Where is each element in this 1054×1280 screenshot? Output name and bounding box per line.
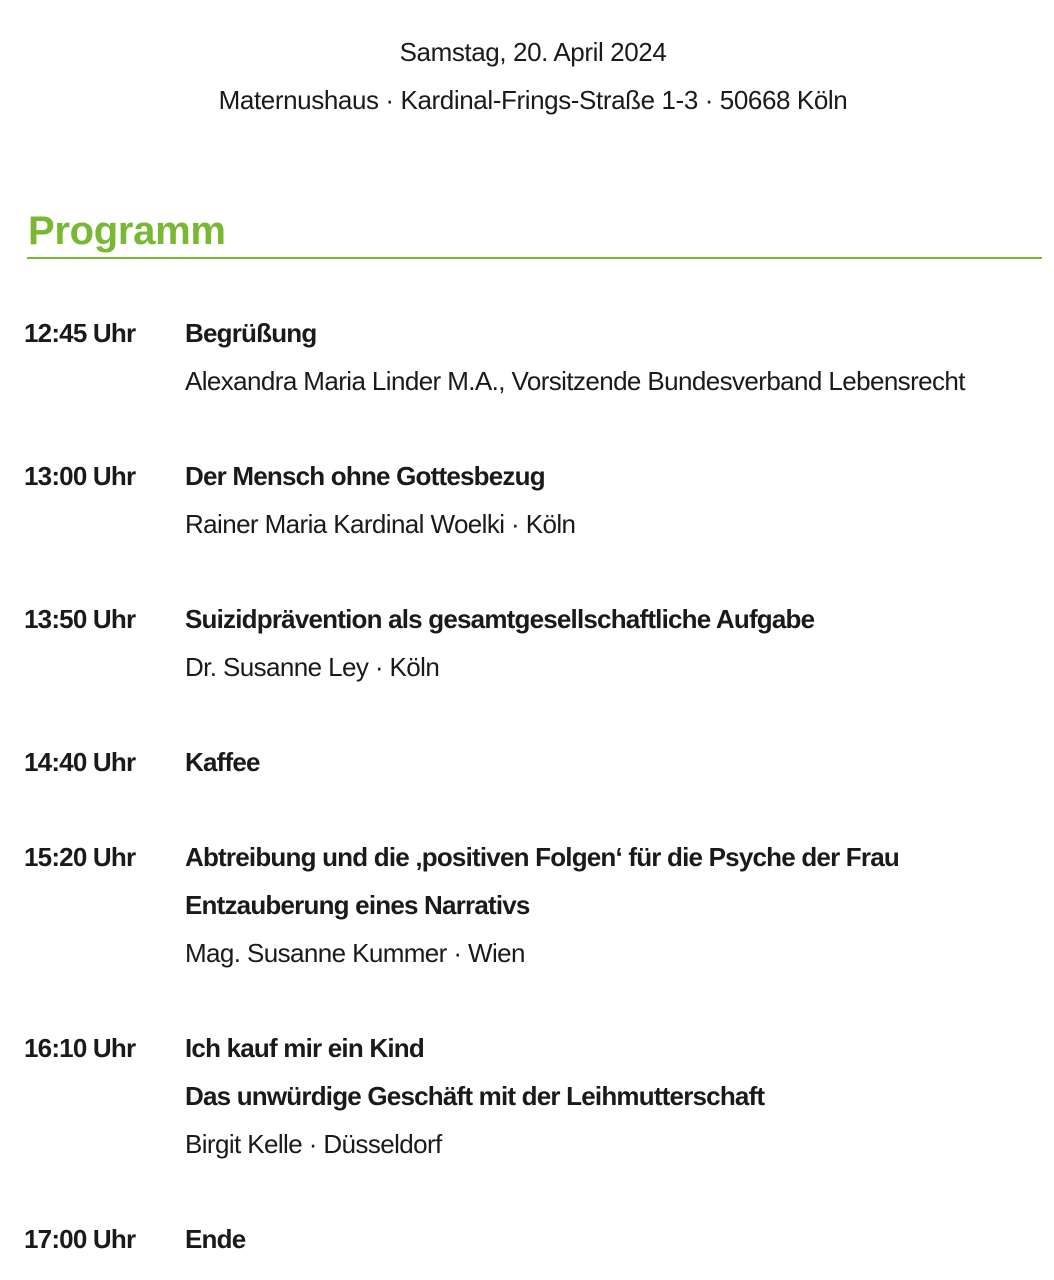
schedule-item <box>0 1024 1054 1168</box>
schedule-list <box>0 309 1054 1263</box>
schedule-time: 14:40 Uhr <box>24 747 136 777</box>
schedule-title: Der Mensch ohne Gottesbezug <box>185 461 545 491</box>
event-date: Samstag, 20. April 2024 <box>399 37 667 67</box>
schedule-speaker: Rainer Maria Kardinal Woelki · Köln <box>185 509 576 539</box>
schedule-time: 17:00 Uhr <box>24 1224 136 1254</box>
schedule-item <box>0 1215 1054 1263</box>
schedule-title: Suizidprävention als gesamtgesellschaftliche Aufgabe <box>185 604 815 634</box>
schedule-item <box>0 833 1054 977</box>
schedule-item <box>0 452 1054 548</box>
schedule-details <box>185 595 1054 691</box>
schedule-details <box>185 1215 1054 1263</box>
schedule-item <box>0 738 1054 786</box>
schedule-details <box>185 738 1054 786</box>
schedule-details <box>185 833 1054 977</box>
schedule-speaker: Birgit Kelle · Düsseldorf <box>185 1129 442 1159</box>
schedule-title: Begrüßung <box>185 318 317 348</box>
schedule-item <box>0 309 1054 405</box>
schedule-details <box>185 452 1054 548</box>
schedule-title: Ich kauf mir ein Kind <box>185 1033 424 1063</box>
event-venue: Maternushaus · Kardinal-Frings-Straße 1-3 · 50668 Köln <box>218 85 848 115</box>
schedule-item <box>0 595 1054 691</box>
schedule-speaker: Dr. Susanne Ley · Köln <box>185 652 440 682</box>
schedule-time: 13:00 Uhr <box>24 461 136 491</box>
schedule-time: 16:10 Uhr <box>24 1033 136 1063</box>
schedule-title: Ende <box>185 1224 246 1254</box>
schedule-speaker: Alexandra Maria Linder M.A., Vorsitzende Bundesverband Lebensrecht <box>185 366 965 396</box>
schedule-subtitle: Das unwürdige Geschäft mit der Leihmutterschaft <box>185 1081 765 1111</box>
schedule-time: 12:45 Uhr <box>24 318 136 348</box>
section-divider <box>27 257 1042 259</box>
schedule-time: 15:20 Uhr <box>24 842 136 872</box>
schedule-details <box>185 1024 1054 1168</box>
schedule-time: 13:50 Uhr <box>24 604 136 634</box>
schedule-title: Abtreibung und die ‚positiven Folgen‘ für die Psyche der Frau <box>185 842 899 872</box>
schedule-details <box>185 309 1054 405</box>
section-title: Programm <box>28 209 226 253</box>
schedule-title: Kaffee <box>185 747 260 777</box>
schedule-subtitle: Entzauberung eines Narrativs <box>185 890 530 920</box>
schedule-speaker: Mag. Susanne Kummer · Wien <box>185 938 525 968</box>
event-header <box>0 28 1054 124</box>
